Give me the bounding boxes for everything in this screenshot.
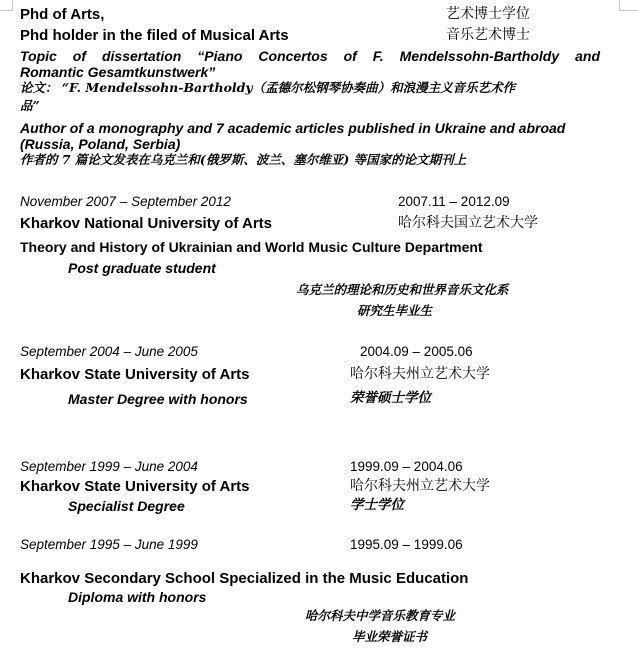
education-degree-cn: 学士学位 <box>350 497 404 513</box>
degree-holder-en: Phd holder in the filed of Musical Arts <box>20 27 289 44</box>
education-period-en: September 2004 – June 2005 <box>20 344 198 359</box>
education-school-en: Kharkov National University of Arts <box>20 215 273 232</box>
education-school-en: Kharkov Secondary School Specialized in the Music Education <box>20 570 469 587</box>
dissertation-topic-en-line2: Romantic Gesamtkunstwerk” <box>20 64 216 80</box>
education-school-cn: 哈尔科夫国立艺术大学 <box>398 215 538 231</box>
education-degree-cn: 毕业荣誉证书 <box>352 629 428 644</box>
dissertation-topic-cn-line2: 品” <box>20 98 40 113</box>
publications-cn: 作者的 7 篇论文发表在乌克兰和(俄罗斯、波兰、塞尔维亚) 等国家的论文期刊上 <box>20 152 467 167</box>
education-school-en: Kharkov State University of Arts <box>20 366 250 383</box>
education-role-cn-line2: 研究生毕业生 <box>357 303 433 318</box>
education-period-cn: 2007.11 – 2012.09 <box>398 194 510 209</box>
education-degree-en: Specialist Degree <box>68 498 185 514</box>
education-role-cn-line1: 乌克兰的理论和历史和世界音乐文化系 <box>296 282 509 297</box>
education-department-en: Theory and History of Ukrainian and World Music Culture Department <box>20 239 483 255</box>
dissertation-topic-en-line1: Topic of dissertation “Piano Concertos of F. Mendelssohn-Bartholdy and <box>20 48 600 64</box>
education-degree-en: Diploma with honors <box>68 589 207 605</box>
education-period-en: September 1995 – June 1999 <box>20 537 198 552</box>
education-school-en: Kharkov State University of Arts <box>20 478 250 495</box>
degree-holder-cn: 音乐艺术博士 <box>446 27 530 43</box>
publications-en-line2: (Russia, Poland, Serbia) <box>20 136 181 152</box>
publications-en-line1: Author of a monography and 7 academic articles published in Ukraine and abroad <box>20 120 566 136</box>
education-period-cn: 1995.09 – 1999.06 <box>350 537 463 552</box>
education-school-cn: 哈尔科夫州立艺术大学 <box>350 366 490 382</box>
education-period-cn: 1999.09 – 2004.06 <box>350 459 463 474</box>
education-role-en: Post graduate student <box>68 260 216 276</box>
dissertation-topic-cn-line1: 论文： “F. Mendelssohn-Bartholdy（孟德尔松钢琴协奏曲）和浪漫主义音乐艺术作 <box>20 80 516 95</box>
education-period-en: November 2007 – September 2012 <box>20 194 231 209</box>
education-school-cn: 哈尔科夫中学音乐教育专业 <box>305 608 456 623</box>
education-period-en: September 1999 – June 2004 <box>20 459 198 474</box>
education-school-cn: 哈尔科夫州立艺术大学 <box>350 478 490 494</box>
education-degree-cn: 荣誉硕士学位 <box>350 390 431 406</box>
degree-title-cn: 艺术博士学位 <box>446 6 530 22</box>
page-corner-mark-left <box>0 0 13 11</box>
page-corner-mark-right <box>619 0 638 11</box>
degree-title-en: Phd of Arts, <box>20 6 105 23</box>
education-degree-en: Master Degree with honors <box>68 391 248 407</box>
education-period-cn: 2004.09 – 2005.06 <box>360 344 473 359</box>
